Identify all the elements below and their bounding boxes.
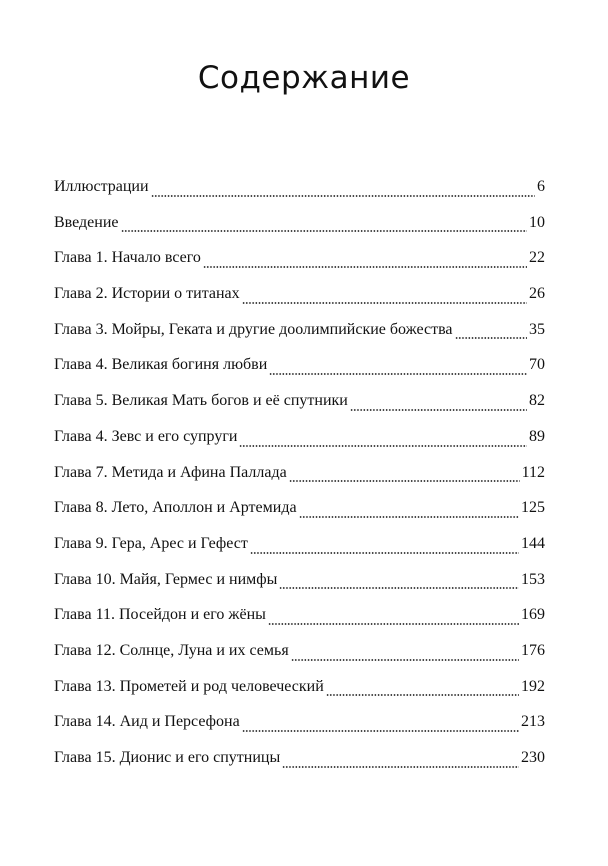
dot-leader bbox=[299, 516, 519, 518]
toc-entry-label: Глава 2. Истории о титанах bbox=[54, 285, 240, 303]
toc-entry[interactable] bbox=[54, 601, 545, 637]
toc-entry-label: Глава 4. Великая богиня любви bbox=[54, 356, 268, 374]
toc-entry[interactable] bbox=[54, 459, 545, 495]
toc-entry-label: Глава 11. Посейдон и его жёны bbox=[54, 606, 266, 624]
toc-entry-label: Иллюстрации bbox=[54, 178, 149, 195]
dot-leader bbox=[242, 302, 527, 304]
dot-leader bbox=[350, 409, 527, 411]
toc-entry[interactable] bbox=[54, 673, 545, 709]
toc-entry[interactable] bbox=[54, 744, 545, 780]
toc-entry[interactable] bbox=[54, 494, 545, 530]
toc-entry-page: 153 bbox=[521, 570, 545, 588]
dot-leader bbox=[250, 552, 519, 554]
toc-entry-page: 70 bbox=[529, 356, 545, 374]
toc-entry-page: 192 bbox=[521, 677, 545, 695]
dot-leader bbox=[203, 266, 527, 268]
toc-entry-label: Глава 13. Прометей и род человеческий bbox=[54, 677, 324, 695]
toc-entry-page: 6 bbox=[537, 178, 545, 195]
toc-entry-label: Глава 1. Начало всего bbox=[54, 249, 201, 267]
toc-entry-label: Введение bbox=[54, 213, 119, 231]
toc-entry-page: 230 bbox=[521, 749, 545, 766]
toc-entry-label: Глава 14. Аид и Персефона bbox=[54, 713, 240, 731]
dot-leader bbox=[151, 195, 535, 197]
toc-entry-page: 26 bbox=[529, 285, 545, 303]
toc-entry-page: 89 bbox=[529, 427, 545, 445]
toc-entry-page: 112 bbox=[521, 463, 545, 481]
toc-entry[interactable] bbox=[54, 708, 545, 744]
toc-entry-label: Глава 9. Гера, Арес и Гефест bbox=[54, 534, 248, 552]
toc-entry[interactable] bbox=[54, 637, 545, 673]
toc-entry-page: 82 bbox=[529, 392, 545, 410]
dot-leader bbox=[269, 373, 527, 375]
dot-leader bbox=[121, 230, 528, 232]
toc-entry-label: Глава 5. Великая Мать богов и её спутники bbox=[54, 392, 348, 410]
toc-entry-page: 22 bbox=[529, 249, 545, 267]
table-of-contents bbox=[54, 173, 545, 780]
dot-leader bbox=[268, 623, 519, 625]
dot-leader bbox=[279, 587, 519, 589]
toc-entry-page: 213 bbox=[521, 713, 545, 731]
toc-entry[interactable] bbox=[54, 423, 545, 459]
dot-leader bbox=[289, 480, 520, 482]
toc-entry[interactable] bbox=[54, 280, 545, 316]
toc-entry-label: Глава 4. Зевс и его супруги bbox=[54, 427, 238, 445]
toc-entry-page: 176 bbox=[521, 641, 545, 659]
dot-leader bbox=[282, 766, 519, 768]
dot-leader bbox=[455, 337, 527, 339]
dot-leader bbox=[326, 694, 519, 696]
toc-entry-page: 169 bbox=[521, 606, 545, 624]
toc-entry-page: 35 bbox=[529, 320, 545, 338]
toc-entry-page: 10 bbox=[529, 213, 545, 231]
page-title: Содержание bbox=[197, 60, 411, 96]
toc-entry[interactable] bbox=[54, 173, 545, 209]
toc-entry[interactable] bbox=[54, 244, 545, 280]
toc-entry-label: Глава 15. Дионис и его спутницы bbox=[54, 749, 281, 766]
toc-entry-page: 125 bbox=[521, 499, 545, 517]
toc-entry-label: Глава 10. Майя, Гермес и нимфы bbox=[54, 570, 278, 588]
toc-entry-page: 144 bbox=[521, 534, 545, 552]
toc-entry-label: Глава 7. Метида и Афина Паллада bbox=[54, 463, 287, 481]
toc-entry-label: Глава 12. Солнце, Луна и их семья bbox=[54, 641, 289, 659]
toc-entry[interactable] bbox=[54, 209, 545, 245]
toc-entry[interactable] bbox=[54, 387, 545, 423]
dot-leader bbox=[291, 659, 519, 661]
toc-entry-label: Глава 3. Мойры, Геката и другие доолимпийские божества bbox=[54, 320, 453, 338]
toc-entry[interactable] bbox=[54, 351, 545, 387]
toc-entry[interactable] bbox=[54, 316, 545, 352]
toc-entry[interactable] bbox=[54, 566, 545, 602]
dot-leader bbox=[239, 445, 527, 447]
toc-entry[interactable] bbox=[54, 530, 545, 566]
toc-entry-label: Глава 8. Лето, Аполлон и Артемида bbox=[54, 499, 297, 517]
dot-leader bbox=[242, 730, 519, 732]
